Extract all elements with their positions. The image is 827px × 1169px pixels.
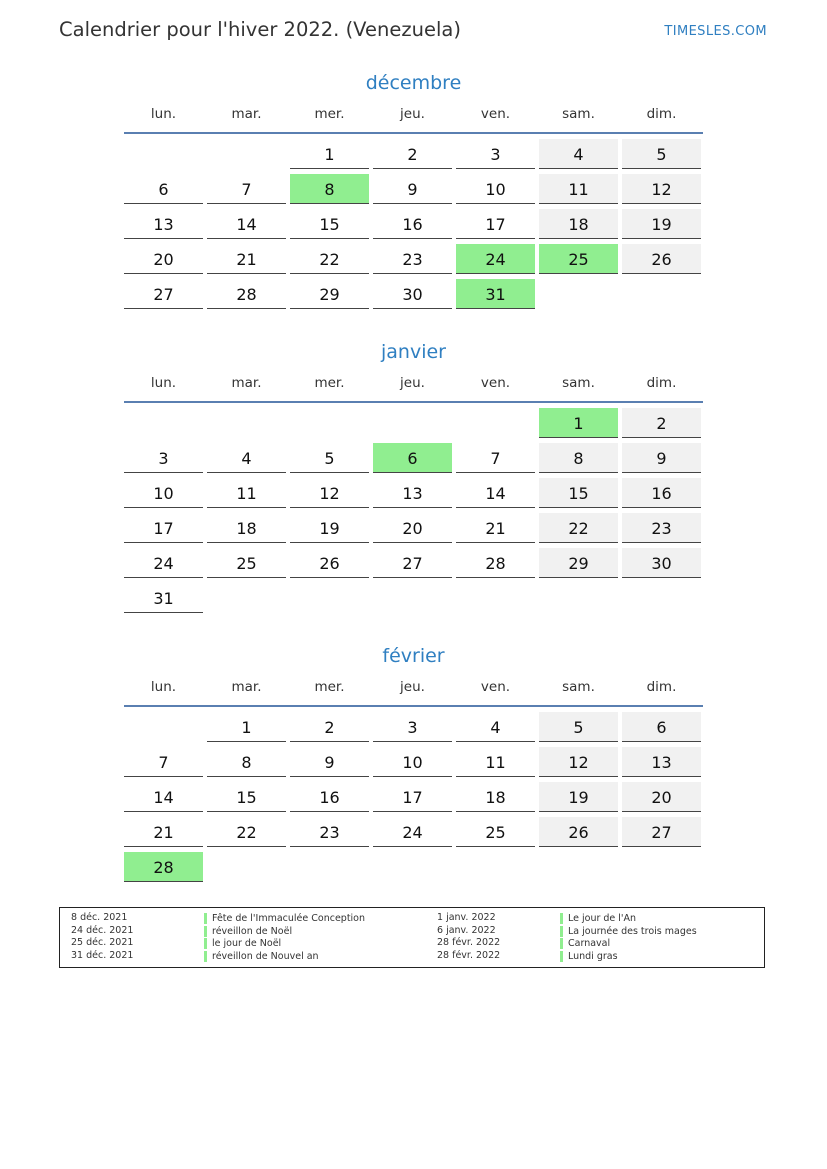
day-cell: 22 (207, 817, 286, 847)
day-cell: 4 (456, 712, 535, 742)
legend-date: 6 janv. 2022 (437, 924, 496, 936)
day-cell: 25 (207, 548, 286, 578)
day-cell: 21 (124, 817, 203, 847)
day-grid (124, 712, 703, 882)
day-cell: 18 (207, 513, 286, 543)
month-february (124, 643, 703, 882)
day-cell: 22 (290, 244, 369, 274)
day-cell: 24 (373, 817, 452, 847)
month-title: février (382, 645, 445, 667)
day-cell: 21 (456, 513, 535, 543)
legend-date: 8 déc. 2021 (71, 912, 128, 923)
site-link[interactable]: TIMESLES.COM (664, 24, 767, 39)
day-cell: 23 (622, 513, 701, 543)
day-cell: 26 (290, 548, 369, 578)
day-cell: 4 (539, 139, 618, 169)
day-cell: 11 (539, 174, 618, 204)
weekday-label: jeu. (400, 679, 425, 695)
weekday-label: sam. (562, 106, 595, 122)
weekday-label: sam. (562, 679, 595, 695)
day-cell-holiday: 25 (539, 244, 618, 274)
day-cell: 26 (622, 244, 701, 274)
day-cell: 28 (207, 279, 286, 309)
weekday-label: mer. (314, 106, 345, 122)
day-cell: 6 (124, 174, 203, 204)
day-cell: 12 (539, 747, 618, 777)
day-cell: 11 (207, 478, 286, 508)
weekday-label: jeu. (400, 106, 425, 122)
day-cell-empty (207, 408, 286, 438)
day-cell: 29 (290, 279, 369, 309)
day-cell: 19 (290, 513, 369, 543)
weekday-label: mer. (314, 375, 345, 391)
weekday-label: ven. (480, 679, 511, 695)
weekday-label: lun. (150, 375, 177, 391)
day-cell: 20 (622, 782, 701, 812)
day-cell: 13 (124, 209, 203, 239)
day-cell: 9 (290, 747, 369, 777)
day-cell: 26 (539, 817, 618, 847)
day-cell: 16 (373, 209, 452, 239)
day-cell: 10 (124, 478, 203, 508)
day-cell: 27 (622, 817, 701, 847)
day-cell-empty (456, 408, 535, 438)
day-cell: 13 (622, 747, 701, 777)
day-cell: 12 (290, 478, 369, 508)
day-cell: 15 (539, 478, 618, 508)
day-cell: 19 (539, 782, 618, 812)
legend-holiday-name: La journée des trois mages (560, 926, 697, 937)
day-cell: 5 (539, 712, 618, 742)
day-cell-empty (124, 712, 203, 742)
legend-holiday-name: réveillon de Nouvel an (204, 951, 319, 962)
day-cell: 15 (290, 209, 369, 239)
day-cell: 7 (456, 443, 535, 473)
legend-holiday-name: Fête de l'Immaculée Conception (204, 913, 365, 924)
day-cell: 9 (373, 174, 452, 204)
day-cell: 10 (456, 174, 535, 204)
legend-holiday-name: Carnaval (560, 938, 610, 949)
legend-date: 25 déc. 2021 (71, 937, 134, 949)
day-cell: 18 (539, 209, 618, 239)
legend-date: 28 févr. 2022 (437, 937, 501, 949)
legend-date: 24 déc. 2021 (71, 924, 134, 936)
day-cell: 14 (456, 478, 535, 508)
day-cell: 15 (207, 782, 286, 812)
day-cell: 20 (124, 244, 203, 274)
day-cell: 3 (456, 139, 535, 169)
day-cell-empty (124, 139, 203, 169)
legend-row (60, 937, 764, 950)
month-title: décembre (365, 72, 462, 94)
day-cell: 27 (124, 279, 203, 309)
day-cell: 4 (207, 443, 286, 473)
day-cell: 18 (456, 782, 535, 812)
day-cell-holiday: 8 (290, 174, 369, 204)
legend-date: 28 févr. 2022 (437, 950, 501, 962)
weekday-label: sam. (562, 375, 595, 391)
legend-date: 1 janv. 2022 (437, 912, 496, 923)
day-grid (124, 408, 703, 613)
day-cell: 10 (373, 747, 452, 777)
legend-holiday-name: Le jour de l'An (560, 913, 636, 924)
day-cell: 20 (373, 513, 452, 543)
month-december (124, 70, 703, 309)
day-cell-holiday: 28 (124, 852, 203, 882)
month-title: janvier (381, 341, 446, 363)
legend-row (60, 950, 764, 963)
day-cell: 5 (290, 443, 369, 473)
month-january (124, 339, 703, 613)
day-cell: 11 (456, 747, 535, 777)
day-cell: 2 (373, 139, 452, 169)
weekday-label: jeu. (400, 375, 425, 391)
day-cell: 1 (207, 712, 286, 742)
weekday-label: lun. (150, 679, 177, 695)
day-cell: 23 (290, 817, 369, 847)
day-cell: 7 (207, 174, 286, 204)
weekday-label: mar. (231, 106, 262, 122)
day-cell: 16 (290, 782, 369, 812)
day-cell-holiday: 6 (373, 443, 452, 473)
weekday-label: dim. (646, 679, 677, 695)
day-cell-holiday: 1 (539, 408, 618, 438)
weekday-label: mar. (231, 679, 262, 695)
day-cell-empty (124, 408, 203, 438)
day-cell: 8 (207, 747, 286, 777)
holiday-legend (59, 907, 765, 968)
day-cell-holiday: 24 (456, 244, 535, 274)
day-cell: 13 (373, 478, 452, 508)
day-cell: 31 (124, 583, 203, 613)
legend-holiday-name: Lundi gras (560, 951, 618, 962)
day-cell: 17 (456, 209, 535, 239)
day-cell: 25 (456, 817, 535, 847)
weekday-label: ven. (480, 375, 511, 391)
day-cell: 6 (622, 712, 701, 742)
day-cell: 29 (539, 548, 618, 578)
day-cell: 30 (373, 279, 452, 309)
day-cell: 2 (290, 712, 369, 742)
weekday-label: dim. (646, 375, 677, 391)
day-cell: 14 (124, 782, 203, 812)
weekday-header (124, 104, 703, 134)
page-title: Calendrier pour l'hiver 2022. (Venezuela) (59, 18, 461, 41)
day-grid (124, 139, 703, 309)
day-cell: 5 (622, 139, 701, 169)
day-cell: 28 (456, 548, 535, 578)
legend-holiday-name: le jour de Noël (204, 938, 281, 949)
legend-row (60, 912, 764, 925)
day-cell: 22 (539, 513, 618, 543)
weekday-label: mar. (231, 375, 262, 391)
day-cell-holiday: 31 (456, 279, 535, 309)
day-cell: 23 (373, 244, 452, 274)
day-cell: 27 (373, 548, 452, 578)
weekday-label: dim. (646, 106, 677, 122)
legend-date: 31 déc. 2021 (71, 950, 134, 962)
weekday-label: ven. (480, 106, 511, 122)
day-cell: 14 (207, 209, 286, 239)
day-cell: 19 (622, 209, 701, 239)
day-cell-empty (290, 408, 369, 438)
legend-row (60, 925, 764, 938)
day-cell: 17 (373, 782, 452, 812)
weekday-header (124, 373, 703, 403)
day-cell: 16 (622, 478, 701, 508)
day-cell: 24 (124, 548, 203, 578)
day-cell-empty (207, 139, 286, 169)
day-cell: 21 (207, 244, 286, 274)
day-cell: 3 (124, 443, 203, 473)
day-cell: 9 (622, 443, 701, 473)
day-cell: 7 (124, 747, 203, 777)
day-cell: 3 (373, 712, 452, 742)
day-cell-empty (373, 408, 452, 438)
day-cell: 1 (290, 139, 369, 169)
day-cell: 17 (124, 513, 203, 543)
day-cell: 30 (622, 548, 701, 578)
day-cell: 12 (622, 174, 701, 204)
legend-holiday-name: réveillon de Noël (204, 926, 292, 937)
weekday-header (124, 677, 703, 707)
weekday-label: lun. (150, 106, 177, 122)
weekday-label: mer. (314, 679, 345, 695)
day-cell: 8 (539, 443, 618, 473)
day-cell: 2 (622, 408, 701, 438)
